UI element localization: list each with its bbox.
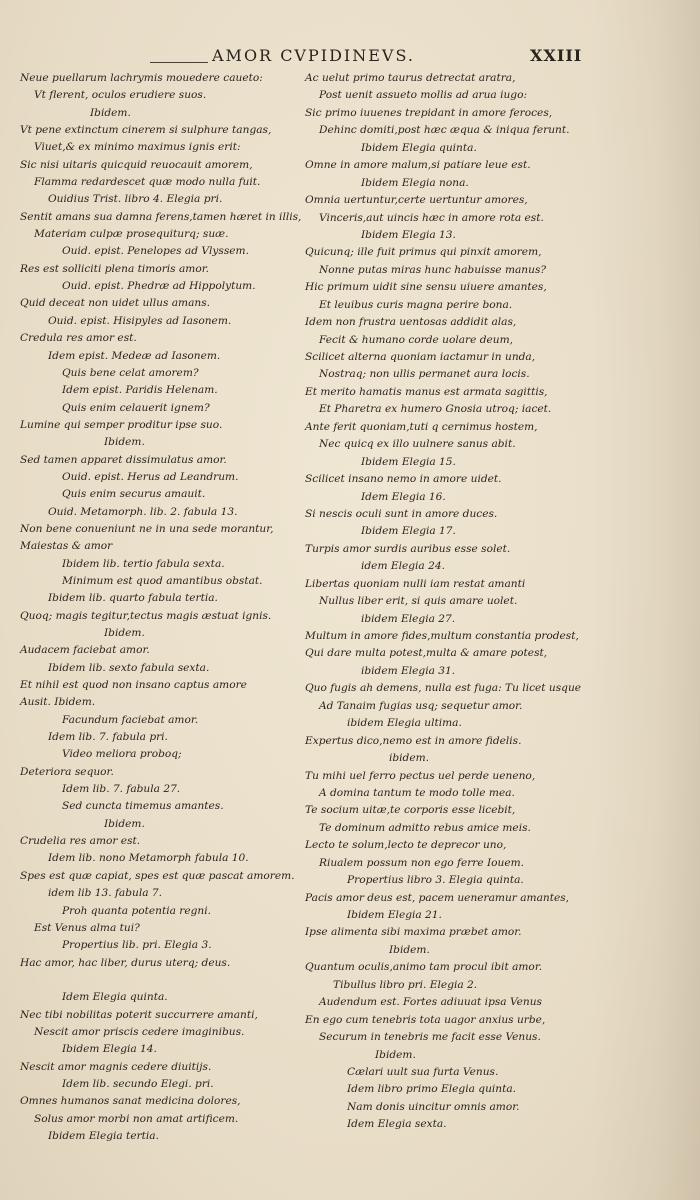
text-line: Audendum est. Fortes adiuuat ipsa Venus (319, 996, 542, 1009)
page-shading (590, 0, 700, 1200)
text-line: Nec quicq ex illo uulnere sanus abit. (319, 438, 516, 451)
text-line: Ausit. Ibidem. (20, 696, 96, 709)
text-line: Video meliora proboq; (62, 748, 182, 761)
text-line: Quantum oculis,animo tam procul ibit amor. (305, 961, 543, 974)
text-line (20, 972, 288, 989)
text-line: Nescit amor magnis cedere diuitijs. (20, 1060, 212, 1073)
text-line: Viuet,& ex minimo maximus ignis erit: (34, 141, 241, 154)
text-line: Ibidem Elegia tertia. (48, 1129, 159, 1142)
text-line: Maiestas & amor (20, 540, 113, 553)
text-line: A domina tantum te modo tolle mea. (319, 786, 515, 799)
text-line: Tibullus libro pri. Elegia 2. (333, 978, 478, 991)
text-line: Ouidius Trist. libro 4. Elegia pri. (48, 193, 223, 206)
text-line: Cælari uult sua furta Venus. (347, 1065, 499, 1078)
text-line: En ego cum tenebris tota uagor anxius urbe, (305, 1013, 546, 1026)
text-line: Ibidem. (90, 106, 131, 119)
text-line: ibidem Elegia ultima. (347, 717, 462, 730)
text-line: Ibidem. (104, 436, 145, 449)
text-line: Ibidem Elegia nona. (361, 176, 469, 189)
text-line: Crudelia res amor est. (20, 835, 141, 848)
text-line: ibidem. (389, 752, 430, 765)
text-line: Nostraq; non ullis permanet aura locis. (319, 368, 530, 381)
text-line: Sic primo iuuenes trepidant in amore feroces, (305, 106, 553, 119)
text-line: Ibidem Elegia 15. (361, 455, 456, 468)
text-line: Lumine qui semper proditur ipse suo. (20, 418, 223, 431)
text-line: Scilicet insano nemo in amore uidet. (305, 473, 502, 486)
text-line: Omnia uertuntur,certe uertuntur amores, (305, 194, 528, 207)
text-line: Ibidem. (104, 817, 145, 830)
text-line: Expertus dico,nemo est in amore fidelis. (305, 734, 522, 747)
text-line: Sic nisi uitaris quicquid reuocauit amorem, (20, 158, 253, 171)
text-line: Quis enim celauerit ignem? (62, 401, 210, 414)
text-line: Idem epist. Medeæ ad Iasonem. (48, 349, 221, 362)
text-line: idem lib 13. fabula 7. (48, 887, 163, 900)
text-line: Quis bene celat amorem? (62, 366, 199, 379)
text-line: Deteriora sequor. (20, 765, 114, 778)
text-line: Credula res amor est. (20, 332, 137, 345)
text-line: Idem lib. 7. fabula pri. (48, 731, 168, 744)
text-line: Ouid. Metamorph. lib. 2. fabula 13. (48, 505, 238, 518)
text-line: ibidem Elegia 31. (361, 664, 456, 677)
text-line: Propertius libro 3. Elegia quinta. (347, 874, 524, 887)
text-line: Idem Elegia 16. (361, 490, 446, 503)
text-line: Proh quanta potentia regni. (62, 904, 211, 917)
text-line: Materiam culpæ prosequiturq; suæ. (34, 228, 229, 241)
text-line: Ibidem Elegia 21. (347, 909, 442, 921)
text-line: idem Elegia 24. (361, 560, 445, 573)
text-line: Nescit amor priscis cedere imaginibus. (34, 1025, 245, 1038)
text-line: Vt flerent, oculos erudiere suos. (34, 89, 207, 102)
text-line: Omne in amore malum,si patiare leue est. (305, 159, 531, 172)
text-line: Post uenit assueto mollis ad arua iugo: (319, 89, 528, 102)
text-line: Ibidem Elegia 13. (361, 228, 456, 241)
text-line: Et nihil est quod non insano captus amore (20, 679, 247, 692)
text-line: Qui dare multa potest,multa & amare potest, (305, 647, 548, 660)
text-line: Te socium uitæ,te corporis esse licebit, (305, 804, 516, 817)
page-number: XXIII (530, 46, 583, 65)
text-line: Non bene conueniunt ne in una sede morantur, (20, 522, 274, 535)
text-line: Lecto te solum,lecto te deprecor uno, (305, 839, 507, 852)
text-line: Quicunq; ille fuit primus qui pinxit amorem, (305, 246, 542, 259)
text-line: Pacis amor deus est, pacem ueneramur amantes, (305, 891, 570, 904)
text-line: Sentit amans sua damna ferens,tamen hæret in illis, (20, 210, 302, 223)
text-line: Idem Elegia quinta. (62, 991, 168, 1004)
text-line: Hic primum uidit sine sensu uiuere amantes, (305, 281, 547, 294)
text-line: Solus amor morbi non amat artificem. (34, 1112, 239, 1125)
text-line: Ibidem Elegia 14. (62, 1043, 157, 1056)
text-line: Scilicet alterna quoniam iactamur in unda, (305, 351, 536, 363)
text-line: Res est solliciti plena timoris amor. (20, 262, 209, 275)
text-line: Ad Tanaim fugias usq; sequetur amor. (319, 699, 523, 712)
text-line: Hac amor, hac liber, durus uterq; deus. (20, 956, 231, 969)
text-line: Idem lib. nono Metamorph fabula 10. (48, 852, 249, 865)
text-line: Spes est quæ capiat, spes est quæ pascat amorem. (20, 869, 295, 882)
text-line: Turpis amor surdis auribus esse solet. (305, 542, 511, 555)
text-line: Nullus liber erit, si quis amare uolet. (319, 595, 518, 608)
text-line: Te dominum admitto rebus amice meis. (319, 821, 531, 834)
text-line: Idem non frustra uentosas addidit alas, (305, 316, 517, 329)
text-line: Et leuibus curis magna perire bona. (319, 298, 513, 311)
text-line: Nec tibi nobilitas poterit succurrere amanti, (20, 1008, 258, 1021)
text-line: Propertius lib. pri. Elegia 3. (62, 939, 212, 952)
text-line: Idem Elegia sexta. (347, 1118, 447, 1131)
text-line: Vinceris,aut uincis hæc in amore rota est. (319, 211, 544, 224)
right-text-column (305, 70, 593, 1134)
text-line: Ante ferit quoniam,tuti q cernimus hostem, (305, 420, 538, 433)
text-line: Ibidem lib. sexto fabula sexta. (48, 661, 210, 674)
text-line: Facundum faciebat amor. (62, 713, 199, 726)
text-line: Quoq; magis tegitur,tectus magis æstuat ignis. (20, 609, 272, 622)
text-line: Ibidem. (375, 1048, 416, 1061)
text-line: Quid deceat non uidet ullus amans. (20, 297, 211, 310)
text-line: Securum in tenebris me facit esse Venus. (319, 1031, 541, 1044)
text-line: Nonne putas miras hunc habuisse manus? (319, 263, 547, 276)
text-line: Tu mihi uel ferro pectus uel perde ueneno, (305, 769, 536, 782)
text-line: Omnes humanos sanat medicina dolores, (20, 1095, 241, 1108)
text-line: Ouid. epist. Penelopes ad Vlyssem. (62, 245, 249, 258)
text-line: Ibidem. (104, 627, 145, 639)
text-line: Et Pharetra ex humero Gnosia utroq; iacet. (319, 403, 552, 416)
text-line: Ac uelut primo taurus detrectat aratra, (305, 72, 516, 84)
text-line: Multum in amore fides,multum constantia prodest, (305, 630, 579, 642)
text-line: Nam donis uincitur omnis amor. (347, 1100, 520, 1113)
text-line: Dehinc domiti,post hæc æqua & iniqua ferunt. (319, 124, 570, 137)
text-line: Idem libro primo Elegia quinta. (347, 1083, 517, 1096)
text-line: Ibidem Elegia 17. (361, 525, 456, 538)
text-line: Flamma redardescet quæ modo nulla fuit. (34, 176, 261, 189)
running-title: AMOR CVPIDINEVS. (212, 46, 415, 65)
text-line: Fecit & humano corde uolare deum, (319, 333, 514, 346)
text-line: Ibidem lib. quarto fabula tertia. (48, 592, 218, 605)
text-line: Idem lib. 7. fabula 27. (62, 783, 181, 796)
text-line: Audacem faciebat amor. (20, 644, 150, 657)
text-line: Ibidem. (389, 943, 430, 956)
text-line: Ibidem Elegia quinta. (361, 141, 477, 154)
text-line: Neue puellarum lachrymis mouedere caueto: (20, 72, 263, 84)
text-line: Vt pene extinctum cinerem si sulphure tangas, (20, 124, 272, 137)
text-line: Sed tamen apparet dissimulatus amor. (20, 453, 227, 466)
text-line: Riualem possum non ego ferre Iouem. (319, 856, 525, 869)
text-line: Si nescis oculi sunt in amore duces. (305, 507, 498, 520)
text-line: Ouid. epist. Herus ad Leandrum. (62, 470, 239, 483)
text-line: Idem epist. Paridis Helenam. (62, 384, 218, 397)
text-line: Idem lib. secundo Elegi. pri. (62, 1077, 214, 1090)
text-line: Est Venus alma tui? (34, 921, 140, 934)
text-line: ibidem Elegia 27. (361, 612, 456, 625)
text-line: Sed cuncta timemus amantes. (62, 800, 224, 813)
text-line: Ipse alimenta sibi maxima præbet amor. (305, 926, 522, 939)
left-text-column (20, 70, 302, 1145)
text-line: Ouid. epist. Phedræ ad Hippolytum. (62, 280, 256, 293)
text-line: Ouid. epist. Hisipyles ad Iasonem. (48, 314, 232, 327)
text-line: Libertas quoniam nulli iam restat amanti (305, 577, 526, 590)
text-line: Et merito hamatis manus est armata sagittis, (305, 385, 548, 398)
text-line: Minimum est quod amantibus obstat. (62, 574, 263, 587)
text-line: Quis enim securus amauit. (62, 488, 206, 501)
text-line: Quo fugis ah demens, nulla est fuga: Tu licet usque (305, 682, 582, 695)
text-line: Ibidem lib. tertio fabula sexta. (62, 557, 225, 570)
header-rule (150, 62, 208, 63)
